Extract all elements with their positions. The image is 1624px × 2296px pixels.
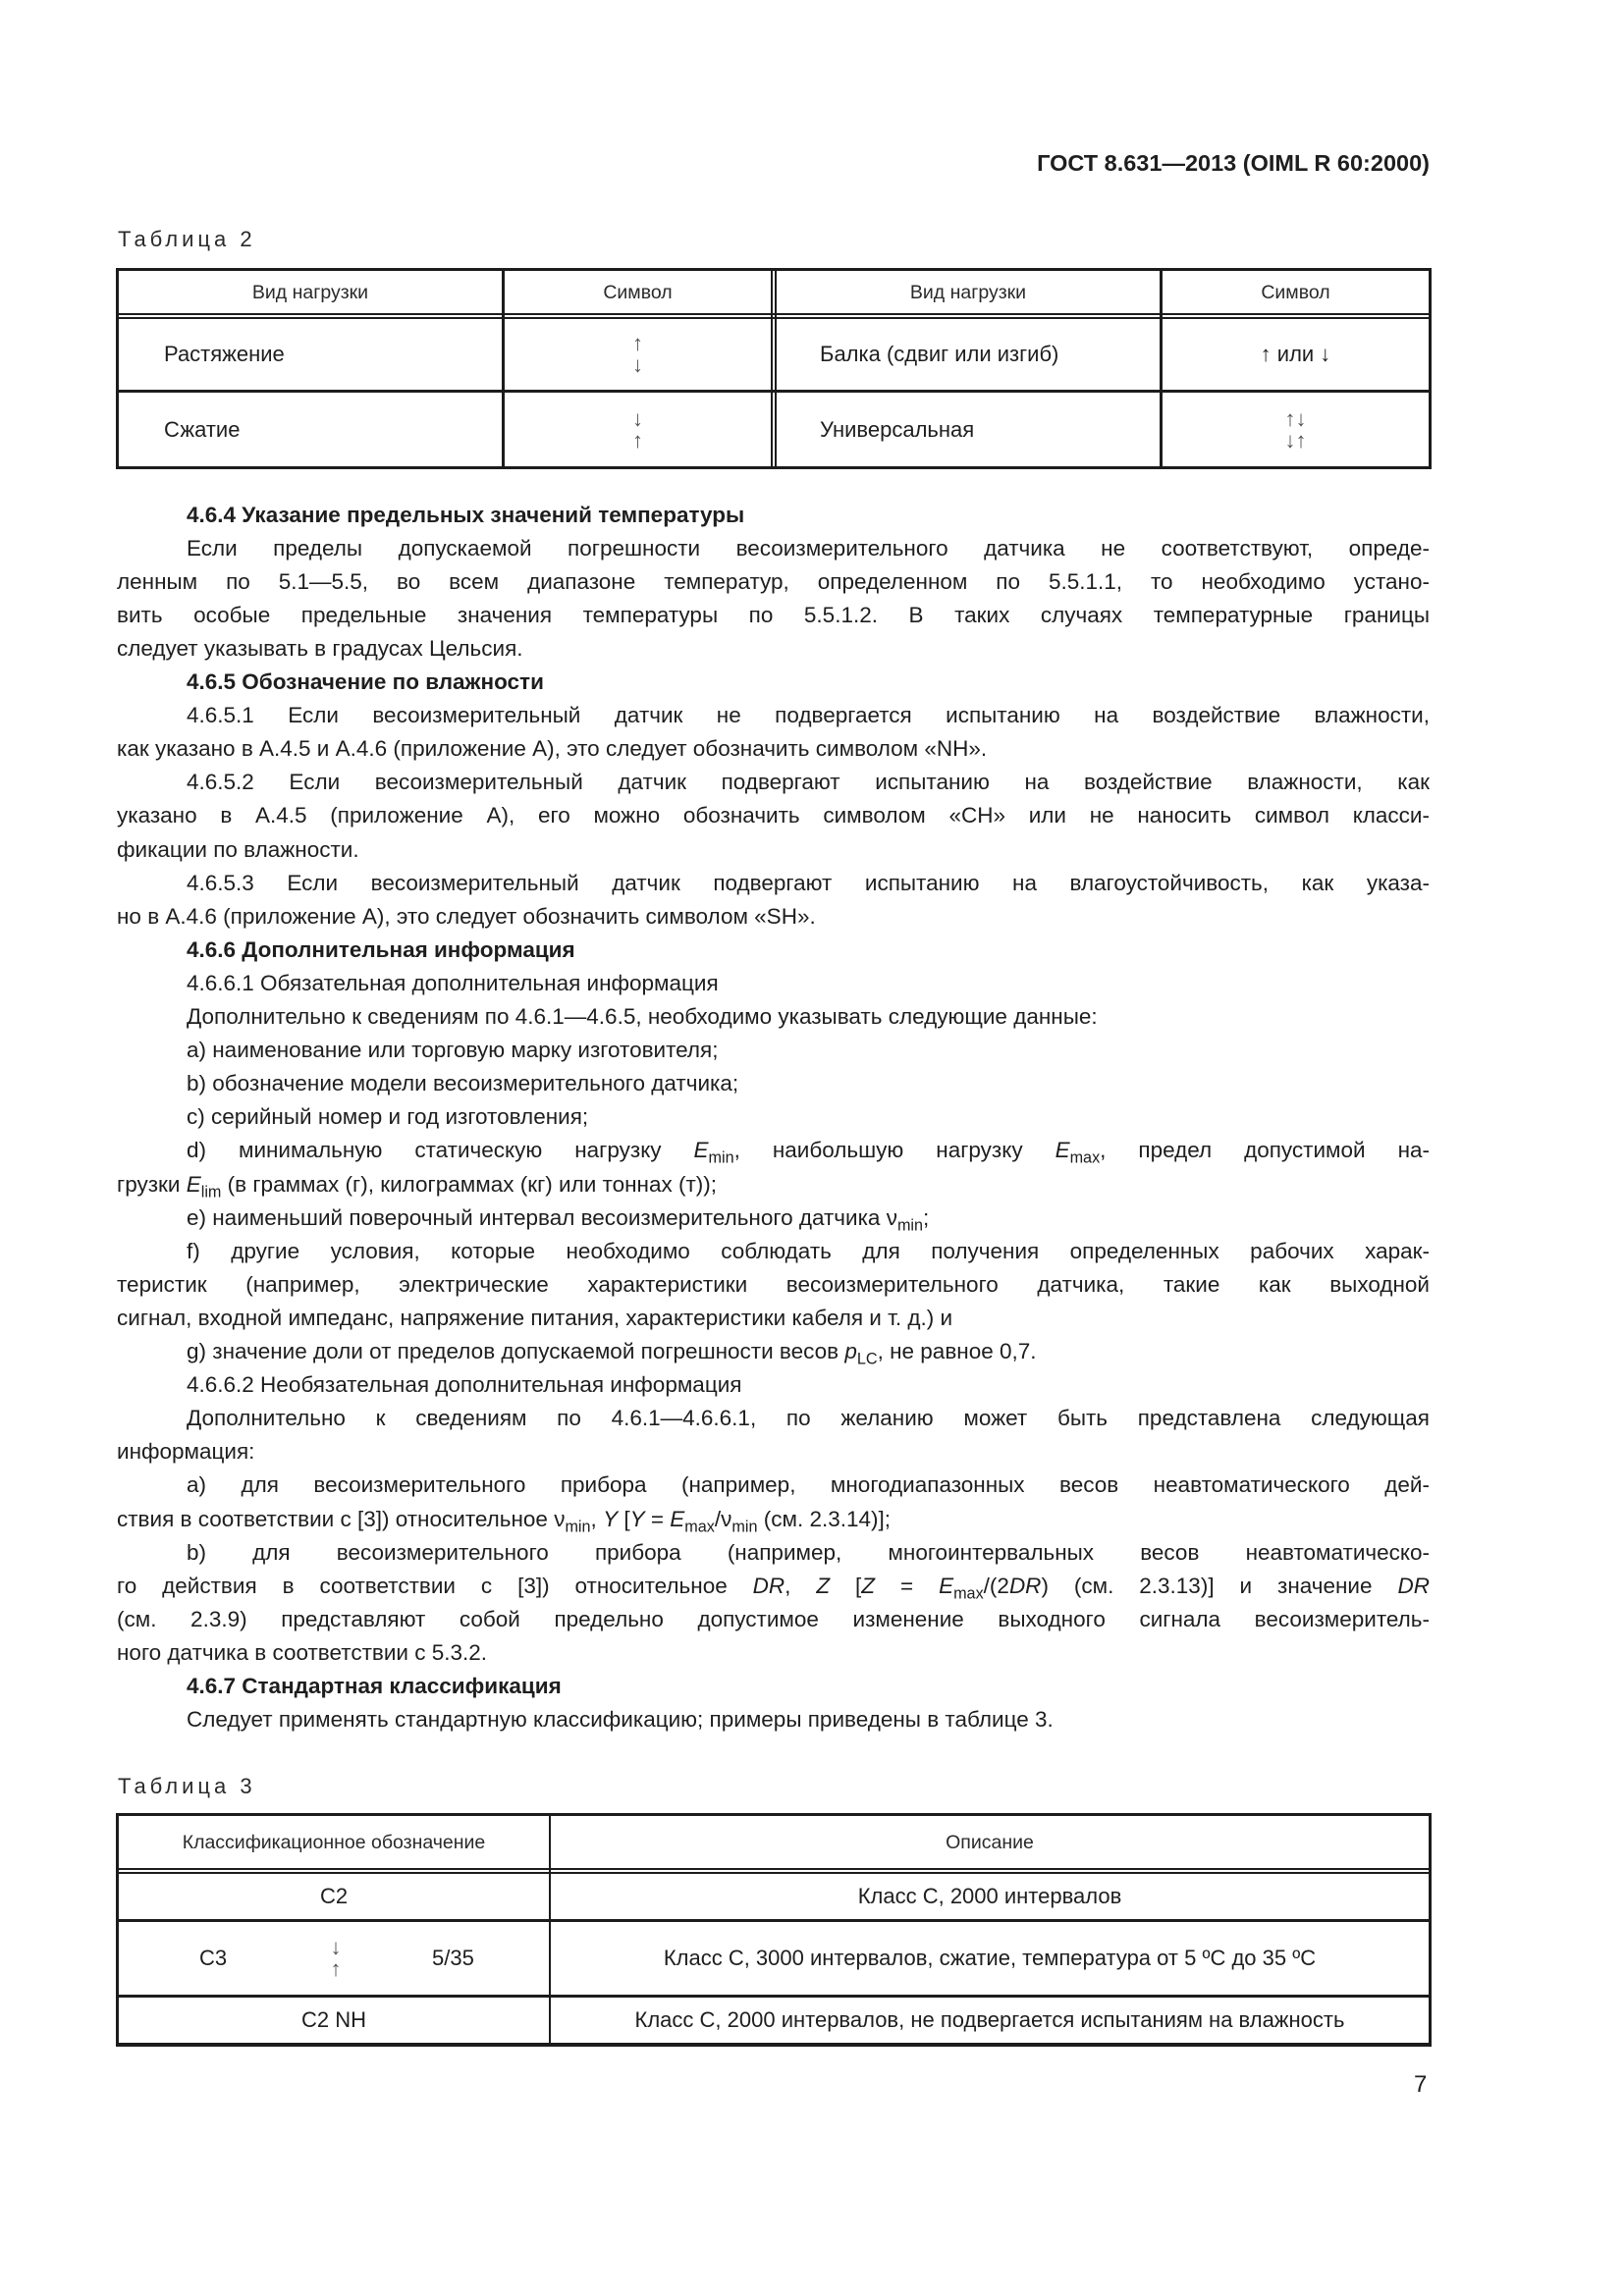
subscript: min: [731, 1518, 758, 1536]
table-border: [117, 2043, 1432, 2047]
column-header: Символ: [603, 281, 673, 303]
column-header: Вид нагрузки: [909, 281, 1027, 303]
text-run: Следует применять стандартную классификацию; примеры приведены в таблице 3.: [187, 1707, 1054, 1733]
subscript: min: [896, 1216, 924, 1235]
math-symbol: Y: [603, 1506, 619, 1531]
paragraph-line: [117, 1468, 1430, 1502]
text-run: ствия в соответствии с [3]) относительное ν: [117, 1506, 566, 1531]
paragraph-line: [117, 1034, 1430, 1067]
table-cell-symbol: ↑ или ↓: [1260, 342, 1331, 366]
text-run: 4.6.6 Дополнительная информация: [187, 936, 575, 962]
paragraph-line: [117, 1067, 1430, 1100]
paragraph-line: [117, 599, 1430, 632]
table-cell-designation-symbol: [316, 1922, 355, 1995]
compression-arrows-icon: [632, 405, 643, 453]
subscript: min: [708, 1149, 734, 1168]
subscript: min: [565, 1518, 591, 1536]
paragraph-line: [117, 799, 1430, 832]
column-header: Символ: [1261, 281, 1330, 303]
table-cell-designation-class: C3: [199, 1946, 228, 1970]
text-run: ,: [590, 1506, 604, 1531]
paragraph-line: [117, 867, 1430, 900]
text-run: /(2: [983, 1573, 1009, 1598]
paragraph-line: [117, 1703, 1430, 1736]
math-symbol: Z: [861, 1573, 876, 1598]
table-cell-symbol: [505, 319, 771, 390]
text-run: ного датчика в соответствии с 5.3.2.: [117, 1639, 488, 1665]
paragraph-line: [117, 1168, 1430, 1201]
paragraph-line: [117, 1268, 1430, 1302]
text-run: (в граммах (г), килограммах (кг) или тоннах (т));: [221, 1171, 717, 1197]
text-run: 4.6.7 Стандартная классификация: [187, 1674, 562, 1698]
text-run: Дополнительно к сведениям по 4.6.1—4.6.5, необходимо указывать следующие данные:: [187, 1004, 1098, 1029]
table-cell-description: Класс C, 3000 интервалов, сжатие, температура от 5 ºC до 35 ºC: [663, 1946, 1317, 1970]
text-run: Если пределы допускаемой погрешности весоизмерительного датчика не соответствуют, опреде-: [187, 535, 1430, 561]
math-symbol: Z: [816, 1573, 831, 1598]
text-run: b) для весоизмерительного прибора (например, многоинтервальных весов неавтоматическо-: [187, 1539, 1430, 1565]
subscript: max: [684, 1518, 715, 1536]
table2-caption: Таблица 2: [118, 227, 256, 251]
paragraph-line: [117, 1134, 1430, 1167]
text-run: a) для весоизмерительного прибора (например, многодиапазонных весов неавтоматического дей-: [187, 1472, 1430, 1498]
paragraph-line: [117, 833, 1430, 867]
paragraph-line: [117, 967, 1430, 1000]
math-symbol: E: [186, 1171, 201, 1197]
column-header: Описание: [946, 1831, 1034, 1853]
paragraph-line: [117, 1503, 1430, 1536]
table-border: [1429, 1813, 1432, 2047]
text-run: но в А.4.6 (приложение А), это следует обозначить символом «SH».: [117, 903, 816, 929]
paragraph-line: [117, 900, 1430, 934]
text-run: указано в А.4.5 (приложение А), его можно обозначить символом «CH» или не наносить символ класси-: [117, 803, 1430, 828]
text-run: a) наименование или торговую марку изготовителя;: [187, 1038, 719, 1063]
text-run: d) минимальную статическую нагрузку: [187, 1138, 694, 1163]
section-heading: [117, 1670, 1430, 1703]
text-run: ленным по 5.1—5.5, во всем диапазоне температур, определенном по 5.5.1.1, то необходимо устано-: [117, 568, 1430, 594]
text-run: 4.6.6.1 Обязательная дополнительная информация: [187, 970, 719, 995]
text-run: =: [875, 1573, 940, 1598]
paragraph-line: [117, 699, 1430, 732]
math-symbol: E: [1055, 1138, 1070, 1163]
text-run: /ν: [714, 1506, 732, 1531]
section-heading: [117, 666, 1430, 699]
text-run: c) серийный номер и год изготовления;: [187, 1104, 589, 1130]
paragraph-line: [117, 766, 1430, 799]
text-run: теристик (например, электрические характеристики весоизмерительного датчика, такие как выходной: [117, 1271, 1430, 1297]
text-run: , наибольшую нагрузку: [733, 1138, 1056, 1163]
document-header: ГОСТ 8.631—2013 (OIML R 60:2000): [1037, 150, 1430, 176]
arrow-down-up-icon: ↓↑: [1284, 427, 1307, 453]
paragraph-line: [117, 1402, 1430, 1435]
text-run: следует указывать в градусах Цельсия.: [117, 635, 523, 661]
arrow-up-down-icon: ↑↓: [1284, 405, 1307, 431]
text-run: вить особые предельные значения температуры по 5.5.1.2. В таких случаях температурные границы: [117, 602, 1430, 627]
column-header: Классификационное обозначение: [182, 1831, 486, 1853]
text-run: фикации по влажности.: [117, 836, 359, 862]
arrow-down-icon: ↓: [330, 1935, 342, 1959]
table-border: [117, 1868, 1432, 1870]
paragraph-line: [117, 1636, 1430, 1670]
paragraph-line: [117, 1335, 1430, 1368]
paragraph-line: [117, 1368, 1430, 1402]
arrow-up-icon: ↑: [632, 427, 643, 453]
paragraph-line: [117, 565, 1430, 599]
paragraph-line: [117, 1603, 1430, 1636]
text-run: =: [644, 1506, 671, 1531]
table-cell-symbol: [505, 393, 771, 466]
arrow-down-icon: ↓: [632, 352, 643, 377]
table-cell-load-type: Балка (сдвиг или изгиб): [820, 342, 1059, 366]
math-symbol: Y: [629, 1506, 645, 1531]
math-symbol: E: [670, 1506, 685, 1531]
paragraph-line: [117, 1000, 1430, 1034]
text-run: грузки: [117, 1171, 187, 1197]
text-run: 4.6.5 Обозначение по влажности: [187, 669, 544, 694]
section-heading: [117, 934, 1430, 967]
paragraph-line: [117, 532, 1430, 565]
paragraph-line: [117, 1235, 1430, 1268]
paragraph-line: [117, 1302, 1430, 1335]
text-run: (см. 2.3.14)];: [757, 1506, 892, 1531]
text-run: 4.6.5.3 Если весоизмерительный датчик подвергают испытанию на влагоустойчивость, как указа-: [187, 870, 1430, 895]
table-border: [771, 268, 773, 469]
paragraph-line: [117, 1435, 1430, 1468]
table-cell-designation-temp: 5/35: [432, 1946, 474, 1970]
column-header: Вид нагрузки: [251, 281, 369, 303]
text-run: b) обозначение модели весоизмерительного датчика;: [187, 1071, 739, 1096]
paragraph-line: [117, 632, 1430, 666]
paragraph-line: [117, 1570, 1430, 1603]
table-cell-description: Класс C, 2000 интервалов, не подвергается испытаниям на влажность: [634, 2007, 1345, 2032]
arrow-up-icon: ↑: [632, 331, 643, 355]
page-number: 7: [1414, 2071, 1428, 2098]
text-run: как указано в А.4.5 и А.4.6 (приложение А), это следует обозначить символом «NH».: [117, 736, 988, 762]
text-run: го действия в соответствии с [3]) относительное: [117, 1573, 753, 1598]
text-run: ,: [785, 1573, 817, 1598]
table-border: [1429, 268, 1432, 469]
text-run: (см. 2.3.9) представляют собой предельно допустимое изменение выходного сигнала весоизмеритель-: [117, 1606, 1430, 1631]
table-cell-load-type: Универсальная: [820, 416, 975, 442]
math-symbol: E: [693, 1138, 709, 1163]
text-run: , не равное 0,7.: [877, 1339, 1037, 1363]
section-heading: [117, 499, 1430, 532]
text-run: g) значение доли от пределов допускаемой погрешности весов: [187, 1339, 845, 1363]
math-symbol: p: [844, 1339, 857, 1363]
text-run: f) другие условия, которые необходимо соблюдать для получения определенных рабочих харак-: [187, 1238, 1430, 1263]
paragraph-line: [117, 1536, 1430, 1570]
text-run: ;: [923, 1204, 930, 1230]
text-run: [: [830, 1573, 862, 1598]
table-cell-designation: C2: [319, 1884, 349, 1908]
text-run: ) (см. 2.3.13)] и значение: [1041, 1573, 1398, 1598]
math-symbol: DR: [1008, 1573, 1042, 1598]
text-run: 4.6.4 Указание предельных значений температуры: [187, 502, 745, 527]
arrow-up-icon: ↑: [330, 1956, 342, 1981]
table3-caption: Таблица 3: [118, 1774, 256, 1798]
text-run: информация:: [117, 1439, 255, 1465]
subscript: lim: [200, 1183, 222, 1201]
table-cell-symbol: [1163, 393, 1429, 466]
text-run: 4.6.6.2 Необязательная дополнительная информация: [187, 1372, 742, 1398]
paragraph-line: [117, 1201, 1430, 1235]
tension-arrows-icon: [632, 333, 643, 376]
text-run: Дополнительно к сведениям по 4.6.1—4.6.6.1, по желанию может быть представлена следующая: [187, 1406, 1430, 1431]
subscript: LC: [856, 1350, 878, 1368]
paragraph-line: [117, 1100, 1430, 1134]
text-run: e) наименьший поверочный интервал весоизмерительного датчика ν: [187, 1204, 897, 1230]
text-run: , предел допустимой на-: [1100, 1138, 1430, 1163]
text-run: сигнал, входной импеданс, напряжение питания, характеристики кабеля и т. д.) и: [117, 1305, 953, 1330]
table-cell-load-type: Растяжение: [164, 342, 285, 366]
text-run: 4.6.5.2 Если весоизмерительный датчик подвергают испытанию на воздействие влажности, как: [187, 770, 1430, 795]
math-symbol: E: [939, 1573, 954, 1598]
universal-arrows-icon: [1284, 405, 1307, 453]
compression-arrows-icon: [331, 1937, 342, 1980]
math-symbol: DR: [1397, 1573, 1430, 1598]
table-cell-designation: C2 NH: [300, 2007, 366, 2032]
arrow-down-icon: ↓: [632, 405, 643, 431]
subscript: max: [1069, 1149, 1101, 1168]
table-cell-load-type: Сжатие: [164, 416, 241, 442]
text-run: [: [618, 1506, 630, 1531]
paragraph-line: [117, 732, 1430, 766]
text-run: 4.6.5.1 Если весоизмерительный датчик не подвергается испытанию на воздействие влажности,: [187, 703, 1430, 728]
table-cell-description: Класс C, 2000 интервалов: [857, 1884, 1122, 1908]
math-symbol: DR: [752, 1573, 785, 1598]
subscript: max: [953, 1584, 984, 1603]
